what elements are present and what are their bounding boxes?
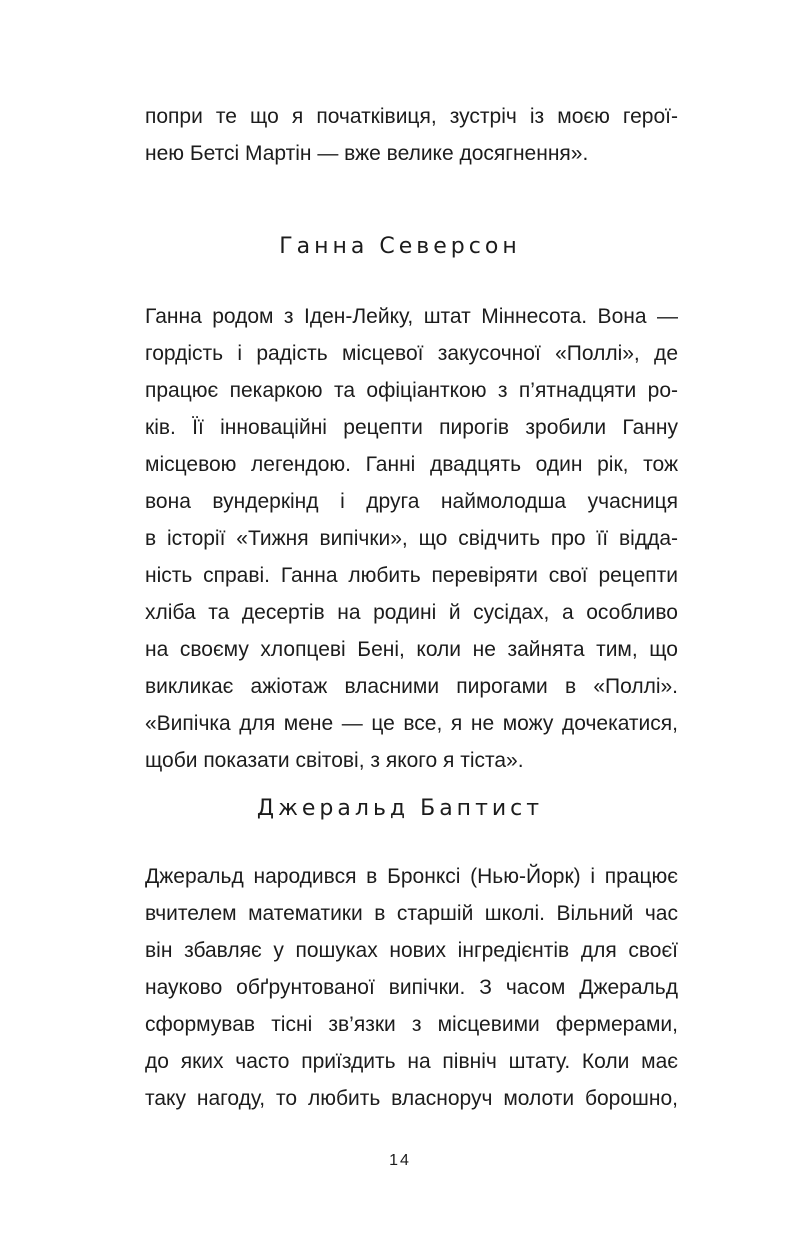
section-heading-gerald: Джеральд Баптист (256, 796, 544, 821)
text-line: в історії «Тижня випічки», що свідчить про її відда- (145, 527, 678, 550)
text-line: щоби показати світові, з якого я тіста». (145, 749, 524, 772)
text-line: ність справі. Ганна любить перевіряти свої рецепти (145, 564, 678, 587)
text-line: гордість і радість місцевої закусочної «Поллі», де (145, 342, 678, 365)
text-line: місцевою легендою. Ганні двадцять один рік, тож (145, 453, 678, 476)
text-line: викликає ажіотаж власними пирогами в «Поллі». (145, 675, 678, 698)
text-line: попри те що я початківиця, зустріч із моєю герої- (145, 105, 678, 128)
text-line: Джеральд народився в Бронксі (Нью-Йорк) і працює (145, 865, 678, 888)
text-line: Ганна родом з Іден-Лейку, штат Міннесота. Вона — (145, 305, 678, 328)
text-line: на своєму хлопцеві Бені, коли не зайнята тим, що (145, 638, 678, 661)
section-heading-hanna: Ганна Северсон (279, 234, 521, 259)
text-line: працює пекаркою та офіціанткою з п’ятнадцяти ро- (145, 379, 678, 402)
intro-paragraph (145, 98, 678, 172)
gerald-paragraph (145, 858, 678, 1117)
text-line: хліба та десертів на родині й сусідах, а особливо (145, 601, 678, 624)
text-line: вчителем математики в старшій школі. Вільний час (145, 902, 678, 925)
text-line: сформував тісні зв’язки з місцевими фермерами, (145, 1013, 678, 1036)
text-line: «Випічка для мене — це все, я не можу дочекатися, (145, 712, 678, 735)
text-line: до яких часто приїздить на північ штату. Коли має (145, 1050, 678, 1073)
text-line: науково обґрунтованої випічки. З часом Джеральд (145, 976, 678, 999)
text-line: ків. Її інноваційні рецепти пирогів зробили Ганну (145, 416, 678, 439)
text-line: він збавляє у пошуках нових інгредієнтів для своєї (145, 939, 678, 962)
text-line: таку нагоду, то любить власноруч молоти борошно, (145, 1087, 678, 1110)
page-number: 14 (389, 1152, 411, 1169)
text-line: нею Бетсі Мартін — вже велике досягнення». (145, 142, 589, 165)
hanna-paragraph (145, 298, 678, 779)
text-line: вона вундеркінд і друга наймолодша учасниця (145, 490, 678, 513)
